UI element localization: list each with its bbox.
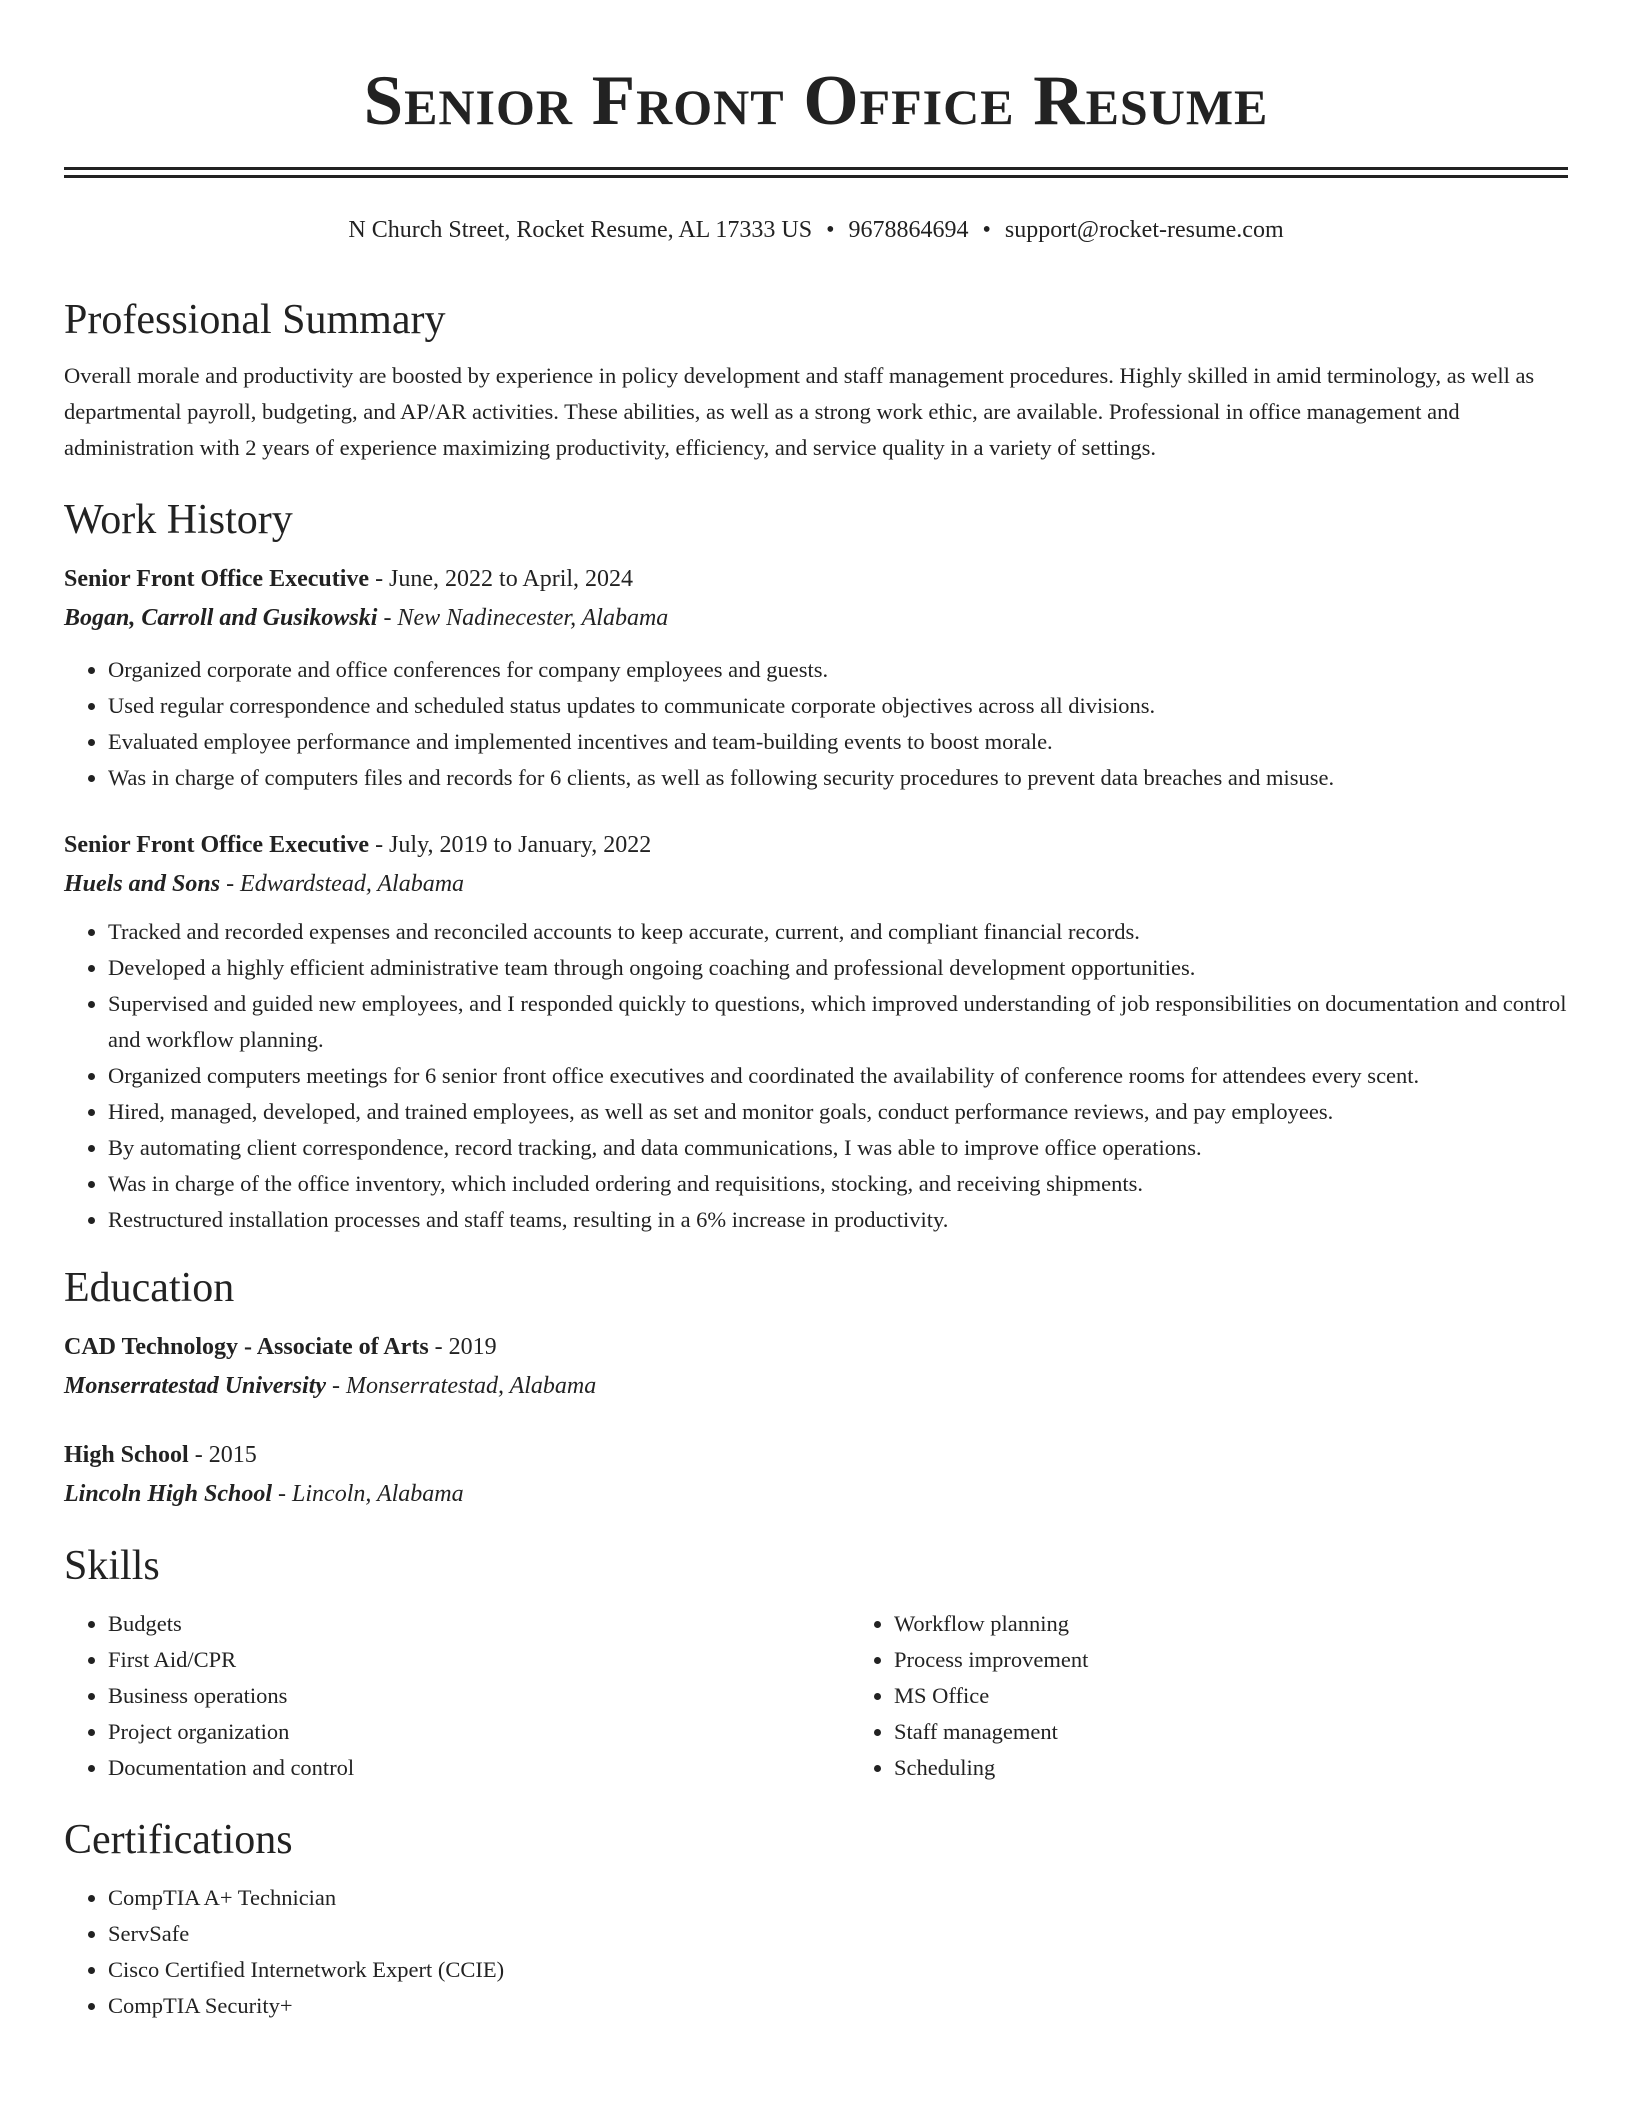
list-item: • Scheduling bbox=[894, 1750, 1632, 1786]
list-item: • Organized computers meetings for 6 senior front office executives and coordinated the availability of conference rooms for attendees every scent. bbox=[108, 1058, 1568, 1094]
list-item: • Used regular correspondence and scheduled status updates to communicate corporate objectives across all divisions. bbox=[108, 688, 1568, 724]
education-year: - 2019 bbox=[428, 1334, 497, 1360]
education-location: - Monserratestad, Alabama bbox=[326, 1373, 597, 1399]
job-title: Senior Front Office Executive bbox=[64, 566, 370, 592]
job-header bbox=[64, 560, 1568, 598]
summary-heading: Professional Summary bbox=[64, 297, 446, 343]
contact-email: support@rocket-resume.com bbox=[1004, 217, 1284, 243]
education-year: - 2015 bbox=[188, 1442, 257, 1468]
contact-separator: • bbox=[826, 217, 835, 243]
job-company: Bogan, Carroll and Gusikowski bbox=[64, 605, 378, 631]
list-item: • Supervised and guided new employees, and I responded quickly to questions, which improved understanding of job responsibilities on documentation and control and workflow planning. bbox=[108, 986, 1568, 1058]
job-bullets bbox=[64, 914, 1568, 1238]
job-header bbox=[64, 826, 1568, 864]
list-item: • Project organization bbox=[108, 1714, 850, 1750]
job-bullets bbox=[64, 652, 1568, 796]
education-entry bbox=[64, 1436, 1568, 1514]
certifications-list bbox=[64, 1880, 1568, 2024]
skills-heading: Skills bbox=[64, 1543, 160, 1589]
list-item: • By automating client correspondence, record tracking, and data communications, I was able to improve office operations. bbox=[108, 1130, 1568, 1166]
list-item: • Tracked and recorded expenses and reconciled accounts to keep accurate, current, and compliant financial records. bbox=[108, 914, 1568, 950]
education-header bbox=[64, 1436, 1568, 1474]
title-divider bbox=[64, 167, 1568, 178]
contact-phone: 9678864694 bbox=[848, 217, 969, 243]
list-item: • Process improvement bbox=[894, 1642, 1632, 1678]
education-school-line bbox=[64, 1366, 1568, 1406]
list-item: • CompTIA Security+ bbox=[108, 1988, 1568, 2024]
skills-list-right bbox=[850, 1606, 1632, 1786]
job-location: - Edwardstead, Alabama bbox=[220, 871, 465, 897]
list-item: • Cisco Certified Internetwork Expert (CCIE) bbox=[108, 1952, 1568, 1988]
list-item: • Staff management bbox=[894, 1714, 1632, 1750]
list-item: • Was in charge of the office inventory, which included ordering and requisitions, stocking, and receiving shipments. bbox=[108, 1166, 1568, 1202]
education-school-line bbox=[64, 1474, 1568, 1514]
list-item: • ServSafe bbox=[108, 1916, 1568, 1952]
education-header bbox=[64, 1328, 1568, 1366]
work-heading: Work History bbox=[64, 497, 293, 543]
contact-address: N Church Street, Rocket Resume, AL 17333 US bbox=[348, 217, 813, 243]
list-item: • Workflow planning bbox=[894, 1606, 1632, 1642]
list-item: • MS Office bbox=[894, 1678, 1632, 1714]
education-heading: Education bbox=[64, 1265, 235, 1311]
job-company: Huels and Sons bbox=[64, 871, 221, 897]
contact-separator: • bbox=[982, 217, 991, 243]
list-item: • Documentation and control bbox=[108, 1750, 850, 1786]
list-item: • Hired, managed, developed, and trained employees, as well as set and monitor goals, conduct performance reviews, and pay employees. bbox=[108, 1094, 1568, 1130]
list-item: • First Aid/CPR bbox=[108, 1642, 850, 1678]
list-item: • Organized corporate and office conferences for company employees and guests. bbox=[108, 652, 1568, 688]
certifications-heading: Certifications bbox=[64, 1817, 293, 1863]
education-degree: High School bbox=[64, 1442, 189, 1468]
list-item: • Budgets bbox=[108, 1606, 850, 1642]
list-item: • CompTIA A+ Technician bbox=[108, 1880, 1568, 1916]
education-degree: CAD Technology - Associate of Arts bbox=[64, 1334, 429, 1360]
job-dates: - June, 2022 to April, 2024 bbox=[369, 566, 634, 592]
resume-title: Senior Front Office Resume bbox=[363, 62, 1269, 140]
job-entry bbox=[64, 826, 1568, 1238]
list-item: • Restructured installation processes and staff teams, resulting in a 6% increase in productivity. bbox=[108, 1202, 1568, 1238]
job-company-line bbox=[64, 864, 1568, 904]
contact-line bbox=[64, 214, 1568, 246]
education-school: Lincoln High School bbox=[64, 1481, 273, 1507]
education-school: Monserratestad University bbox=[64, 1373, 327, 1399]
education-location: - Lincoln, Alabama bbox=[272, 1481, 464, 1507]
job-dates: - July, 2019 to January, 2022 bbox=[369, 832, 652, 858]
job-entry bbox=[64, 560, 1568, 796]
list-item: • Business operations bbox=[108, 1678, 850, 1714]
skills-list-left bbox=[64, 1606, 850, 1786]
job-location: - New Nadinecester, Alabama bbox=[377, 605, 669, 631]
skills-columns bbox=[64, 1606, 1568, 1786]
list-item: • Developed a highly efficient administrative team through ongoing coaching and professional development opportunities. bbox=[108, 950, 1568, 986]
job-company-line bbox=[64, 598, 1568, 638]
job-title: Senior Front Office Executive bbox=[64, 832, 370, 858]
list-item: • Evaluated employee performance and implemented incentives and team-building events to boost morale. bbox=[108, 724, 1568, 760]
education-entry bbox=[64, 1328, 1568, 1406]
list-item: • Was in charge of computers files and records for 6 clients, as well as following security procedures to prevent data breaches and misuse. bbox=[108, 760, 1568, 796]
summary-text: Overall morale and productivity are boosted by experience in policy development and staff management procedures. Highly skilled in amid terminology, as well as departmental payroll, budgeting, and AP/AR activities. These abilities, as well as a strong work ethic, are available. Professional in office management and administration with 2 years of experience maximizing productivity, efficiency, and service quality in a variety of settings. bbox=[64, 363, 1535, 460]
